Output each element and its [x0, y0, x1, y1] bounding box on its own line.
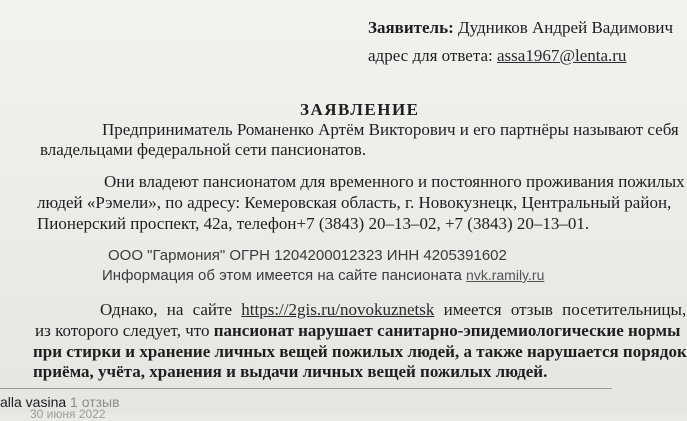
reply-line	[368, 46, 626, 66]
paragraph-2-line-3: Пионерский проспект, 42а, телефон+7 (3843) 20–13–02, +7 (3843) 20–13–01.	[37, 214, 590, 233]
applicant-name: Дудников Андрей Вадимович	[457, 18, 674, 37]
paragraph-3-line-4: приёма, учёта, хранения и выдачи личных вещей пожилых людей.	[33, 362, 548, 381]
paragraph-2-line-2: людей «Рэмели», по адресу: Кемеровская область, г. Новокузнецк, Центральный район,	[37, 193, 672, 212]
paragraph-1-line-1: Предприниматель Романенко Артём Викторович и его партнёры называют себя	[102, 120, 679, 139]
reply-email[interactable]: assa1967@lenta.ru	[497, 46, 627, 65]
paragraph-3-line-2-start: из которого следует, что	[35, 321, 210, 340]
reply-label: адрес для ответа:	[368, 46, 493, 65]
applicant-line	[368, 18, 673, 38]
organization-line: ООО "Гармония" ОГРН 1204200012323 ИНН 4205391602	[108, 247, 507, 264]
paragraph-3-line-1	[100, 300, 686, 320]
paragraph-3-line-3: при стирки и хранение личных вещей пожилых людей, а также нарушается порядок	[33, 342, 687, 361]
info-text: Информация об этом имеется на сайте пансионата	[102, 267, 462, 284]
document-title: ЗАЯВЛЕНИЕ	[300, 100, 420, 119]
info-line	[102, 265, 544, 286]
twogis-link[interactable]: https://2gis.ru/novokuznetsk	[241, 300, 435, 319]
paragraph-3-line-1-start: Однако, на сайте	[100, 300, 233, 319]
paragraph-1-line-2: владельцами федеральной сети пансионатов.	[40, 140, 367, 159]
paragraph-3-line-1-end: имеется отзыв посетительницы,	[443, 300, 687, 319]
review-author-name[interactable]: alla vasina	[0, 394, 67, 410]
paragraph-2-line-1: Они владеют пансионатом для временного и постоянного проживания пожилых	[104, 172, 685, 191]
info-link[interactable]: nvk.ramily.ru	[466, 267, 545, 283]
paragraph-3-line-2-bold: пансионат нарушает санитарно-эпидемиологические нормы	[213, 321, 681, 340]
applicant-label: Заявитель:	[368, 18, 454, 37]
paragraph-3-line-2	[35, 321, 680, 341]
review-date: 30 июня 2022	[30, 407, 106, 421]
review-count: 1 отзыв	[70, 394, 120, 410]
section-divider	[0, 388, 612, 389]
